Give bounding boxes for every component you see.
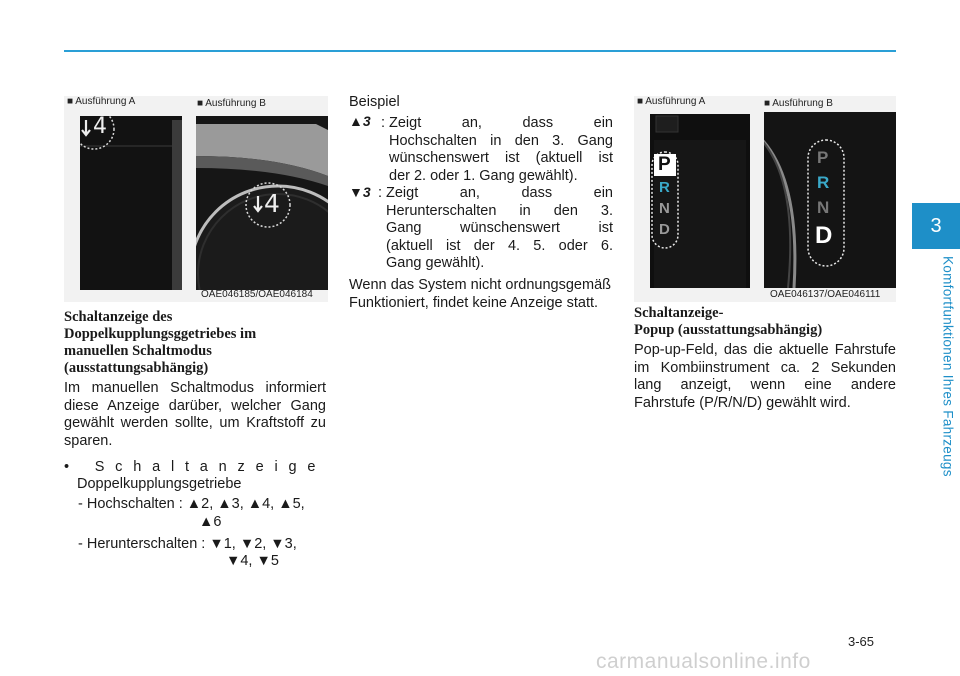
figure2-label-a: ■ Ausführung A: [637, 96, 706, 107]
figure-shift-indicator: [64, 96, 328, 302]
figure2-code: OAE046137/OAE046111: [770, 289, 881, 300]
section-heading-gear-popup: [634, 305, 896, 339]
gear-n-a: N: [659, 200, 670, 217]
gear-n-b: N: [817, 198, 830, 217]
figure1-code: OAE046185/OAE046184: [201, 289, 313, 300]
chapter-tab: 3: [912, 203, 960, 249]
popup-paragraph: Pop-up-Feld, das die aktuelle Fahrstufe im Kombiinstrument ca. 2 Sekunden lang anzeigt, wenn eine andere Fahrstufe (P/R/N/D) gewählt wird.: [634, 342, 896, 411]
heading-line: manuellen Schaltmodus: [64, 343, 212, 359]
colon: :: [381, 115, 386, 131]
heading-line: (ausstattungsabhängig): [64, 360, 209, 376]
up-description: Zeigt an, dass ein Hochschalten in den 3. Gang wünschenswert ist (aktuell ist der 2. oder 1. Gang gewählt).: [389, 115, 613, 184]
down-symbol-icon: ▼3: [349, 184, 371, 200]
down-description: Zeigt an, dass ein Herunterschalten in den 3. Gang wünschenswert ist (aktuell ist der 4. 5. oder 6. Gang gewählt).: [386, 185, 613, 271]
colon: :: [378, 185, 383, 201]
upshift-line-2: ▲6: [199, 514, 222, 530]
gear-d-b: D: [815, 222, 833, 249]
gear-p-a: P: [658, 154, 671, 175]
downshift-line-2: ▼4, ▼5: [226, 553, 279, 569]
figure1-panel-a-drawing: [80, 116, 182, 290]
heading-line: Doppelkupplungsggetriebes im: [64, 326, 257, 342]
section-heading-shift-indicator: [64, 309, 334, 377]
figure2-panel-b-drawing: [764, 112, 896, 288]
gear-r-a: R: [659, 179, 670, 196]
intro-paragraph: Im manuellen Schaltmodus informiert diese Anzeige darüber, welcher Gang gewählt werden sollte, um Kraftstoff zu sparen.: [64, 380, 326, 449]
malfunction-note: Wenn das System nicht ordnungsgemäß Funktioniert, findet keine Anzeige statt.: [349, 277, 611, 311]
downshift-line-1: - Herunterschalten : ▼1, ▼2, ▼3,: [78, 536, 297, 552]
top-rule: [64, 50, 896, 52]
figure2-panel-a: [650, 114, 750, 288]
figure2-label-b: ■ Ausführung B: [764, 98, 833, 109]
up-symbol-icon: ▲3: [349, 113, 371, 129]
heading-line: Schaltanzeige-: [634, 305, 724, 321]
figure1-label-b: ■ Ausführung B: [197, 98, 266, 109]
chapter-side-title: Komfortfunktionen Ihres Fahrzeugs: [940, 256, 956, 477]
upshift-line-1: - Hochschalten : ▲2, ▲3, ▲4, ▲5,: [78, 496, 305, 512]
figure-gear-popup: [634, 96, 896, 302]
gear-indicator-b: 4: [264, 189, 280, 218]
bullet-line-2: Doppelkupplungsgetriebe: [77, 476, 242, 492]
figure1-panel-b: [196, 116, 328, 290]
watermark: carmanualsonline.info: [596, 650, 811, 673]
gear-p-b: P: [817, 148, 829, 167]
gear-r-b: R: [817, 173, 830, 192]
figure1-panel-b-drawing: [196, 116, 328, 290]
figure1-panel-a: [80, 116, 182, 290]
example-title: Beispiel: [349, 94, 400, 110]
heading-line: Schaltanzeige des: [64, 309, 173, 325]
bullet-line-1: • Schaltanzeige: [64, 459, 327, 475]
figure1-label-a: ■ Ausführung A: [67, 96, 136, 107]
heading-line: Popup (ausstattungsabhängig): [634, 322, 823, 338]
figure2-panel-b: [764, 112, 896, 288]
gear-d-a: D: [659, 221, 670, 238]
gear-indicator-a: 4: [93, 116, 107, 139]
page-number: 3-65: [848, 634, 875, 649]
